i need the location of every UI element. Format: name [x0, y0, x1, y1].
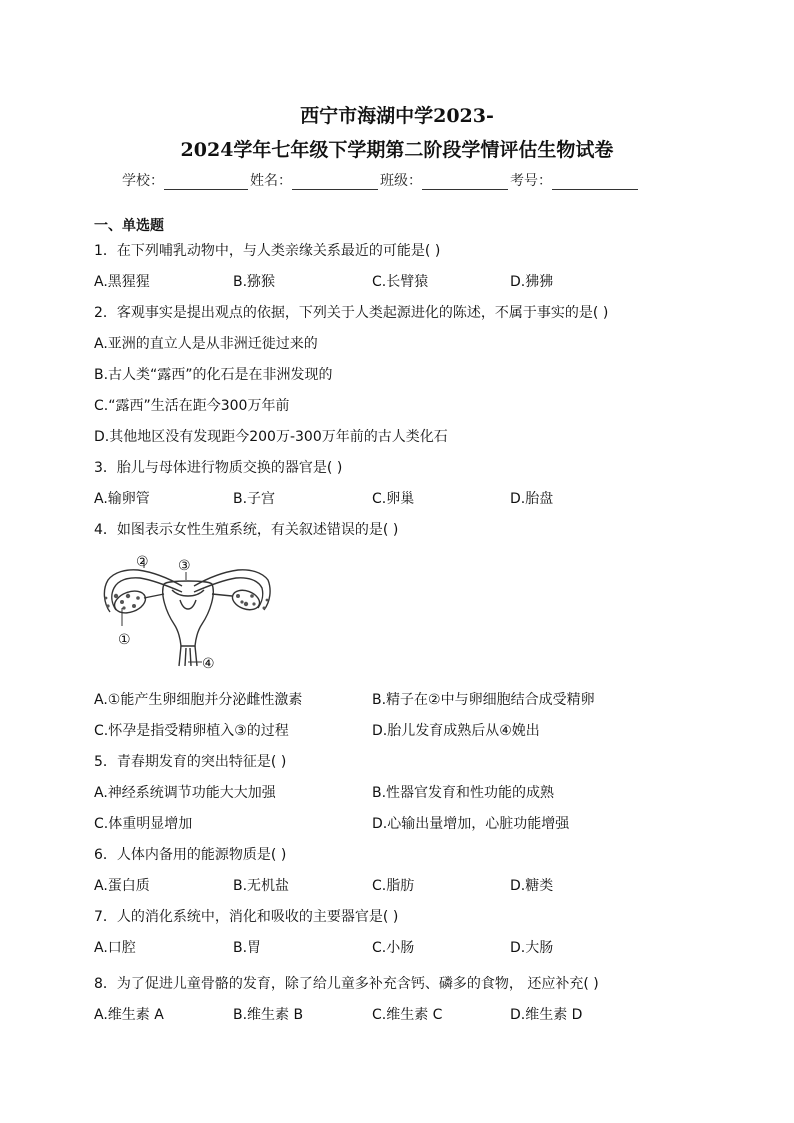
question-stem: 1．在下列哺乳动物中，与人类亲缘关系最近的可能是( ) — [94, 243, 441, 259]
student-info-row — [122, 170, 682, 190]
page-title-line-1: 西宁市海湖中学2023- — [300, 105, 494, 127]
option-a[interactable]: A.①能产生卵细胞并分泌雌性激素 — [94, 692, 303, 708]
option-a[interactable]: A.黑猩猩 — [94, 274, 150, 290]
option-a[interactable]: A.亚洲的直立人是从非洲迁徙过来的 — [94, 336, 318, 352]
question-stem: 6．人体内备用的能源物质是( ) — [94, 847, 287, 863]
option-c[interactable]: C.长臂猿 — [372, 274, 429, 290]
option-b[interactable]: B.性器官发育和性功能的成熟 — [372, 785, 555, 801]
option-d[interactable]: D.糖类 — [510, 878, 554, 894]
option-b[interactable]: B.无机盐 — [233, 878, 290, 894]
exam-number-blank[interactable] — [552, 173, 638, 190]
school-label: 学校： — [122, 173, 164, 189]
option-d[interactable]: D.其他地区没有发现距今200万-300万年前的古人类化石 — [94, 429, 448, 445]
name-blank[interactable] — [292, 173, 378, 190]
option-a[interactable]: A.神经系统调节功能大大加强 — [94, 785, 276, 801]
name-field — [250, 170, 380, 190]
question-stem: 4．如图表示女性生殖系统，有关叙述错误的是( ) — [94, 522, 399, 538]
name-label: 姓名： — [250, 173, 292, 189]
option-a[interactable]: A.输卵管 — [94, 491, 150, 507]
section-title: 一、单选题 — [94, 218, 164, 234]
option-b[interactable]: B.精子在②中与卵细胞结合成受精卵 — [372, 692, 595, 708]
question-stem: 3．胎儿与母体进行物质交换的器官是( ) — [94, 460, 343, 476]
page-title-line-2: 2024学年七年级下学期第二阶段学情评估生物试卷 — [180, 139, 614, 161]
question-stem: 7．人的消化系统中，消化和吸收的主要器官是( ) — [94, 909, 399, 925]
option-d[interactable]: D.狒狒 — [510, 274, 554, 290]
exam-number-field — [510, 170, 640, 190]
option-a[interactable]: A.蛋白质 — [94, 878, 150, 894]
option-b[interactable]: B.猕猴 — [233, 274, 276, 290]
school-field — [122, 170, 250, 190]
option-a[interactable]: A.口腔 — [94, 940, 136, 956]
option-b[interactable]: B.古人类“露西”的化石是在非洲发现的 — [94, 367, 333, 383]
option-d[interactable]: D.心输出量增加，心脏功能增强 — [372, 816, 570, 832]
option-b[interactable]: B.子宫 — [233, 491, 276, 507]
option-d[interactable]: D.胎盘 — [510, 491, 554, 507]
female-reproductive-system-figure — [98, 550, 273, 675]
question-stem: 2．客观事实是提出观点的依据，下列关于人类起源进化的陈述，不属于事实的是( ) — [94, 305, 609, 321]
option-d[interactable]: D.大肠 — [510, 940, 554, 956]
figure-label-4: ④ — [202, 656, 215, 672]
option-c[interactable]: C.体重明显增加 — [94, 816, 193, 832]
figure-label-1: ① — [118, 632, 131, 648]
figure-label-2: ② — [136, 554, 149, 570]
option-b[interactable]: B.维生素 B — [233, 1007, 304, 1023]
option-d[interactable]: D.胎儿发育成熟后从④娩出 — [372, 723, 540, 739]
option-c[interactable]: C.小肠 — [372, 940, 415, 956]
class-label: 班级： — [380, 173, 422, 189]
option-c[interactable]: C.“露西”生活在距今300万年前 — [94, 398, 290, 414]
option-d[interactable]: D.维生素 D — [510, 1007, 583, 1023]
question-stem: 5．青春期发育的突出特征是( ) — [94, 754, 287, 770]
option-c[interactable]: C.怀孕是指受精卵植入③的过程 — [94, 723, 289, 739]
class-field — [380, 170, 510, 190]
option-a[interactable]: A.维生素 A — [94, 1007, 164, 1023]
class-blank[interactable] — [422, 173, 508, 190]
option-c[interactable]: C.卵巢 — [372, 491, 415, 507]
option-c[interactable]: C.维生素 C — [372, 1007, 443, 1023]
figure-label-3: ③ — [178, 558, 191, 574]
school-blank[interactable] — [164, 173, 248, 190]
question-stem: 8．为了促进儿童骨骼的发育，除了给儿童多补充含钙、磷多的食物， 还应补充( ) — [94, 976, 599, 992]
exam-number-label: 考号： — [510, 173, 552, 189]
option-b[interactable]: B.胃 — [233, 940, 262, 956]
option-c[interactable]: C.脂肪 — [372, 878, 415, 894]
